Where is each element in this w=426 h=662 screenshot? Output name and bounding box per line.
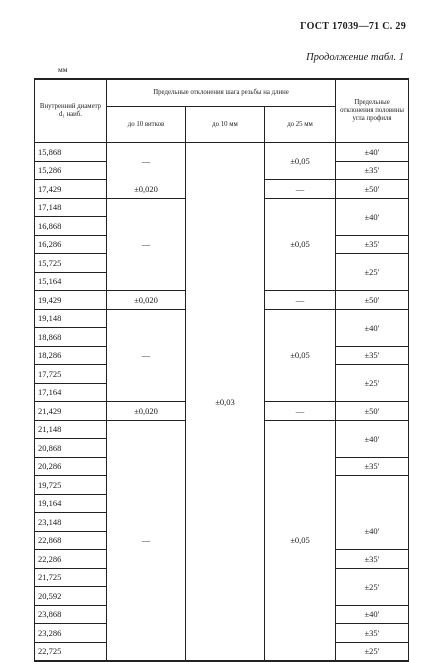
- table-continuation-label: Продолжение табл. 1: [306, 52, 404, 63]
- half-angle-cell: ±40′: [336, 143, 409, 162]
- diameter-cell: 15,868: [35, 143, 107, 162]
- half-angle-cell: ±25′: [336, 568, 409, 605]
- diameter-cell: 22,725: [35, 642, 107, 661]
- half-angle-cell: ±25′: [336, 642, 409, 661]
- pitch-25mm-cell: ±0,05: [265, 309, 336, 402]
- diameter-cell: 17,429: [35, 180, 107, 199]
- half-angle-cell: ±40′: [336, 309, 409, 346]
- pitch-10-turns-cell: —: [107, 309, 186, 402]
- half-angle-cell: ±35′: [336, 161, 409, 180]
- diameter-cell: 18,286: [35, 346, 107, 365]
- header-pitch-10-turns: до 10 витков: [107, 107, 186, 143]
- diameter-cell: 19,725: [35, 476, 107, 495]
- half-angle-cell: ±35′: [336, 550, 409, 569]
- half-angle-cell: ±50′: [336, 180, 409, 199]
- header-inner-diameter: Внутренний диаметр d₁ наиб.: [35, 79, 107, 143]
- pitch-10-turns-cell: ±0,020: [107, 180, 186, 199]
- diameter-cell: 17,164: [35, 383, 107, 402]
- pitch-25mm-cell: ±0,05: [265, 420, 336, 661]
- half-angle-cell: ±40′: [336, 420, 409, 457]
- half-angle-cell: ±40′: [336, 605, 409, 624]
- diameter-cell: 23,868: [35, 605, 107, 624]
- diameter-cell: 20,286: [35, 457, 107, 476]
- pitch-25mm-cell: —: [265, 180, 336, 199]
- diameter-cell: 21,429: [35, 402, 107, 421]
- pitch-10-turns-cell: ±0,020: [107, 291, 186, 310]
- page-header: ГОСТ 17039—71 С. 29: [300, 21, 406, 32]
- half-angle-cell: ±40′: [336, 513, 409, 550]
- diameter-cell: 17,148: [35, 198, 107, 217]
- diameter-cell: 20,592: [35, 587, 107, 606]
- pitch-10-turns-cell: ±0,020: [107, 402, 186, 421]
- pitch-10-turns-cell: —: [107, 198, 186, 291]
- unit-label: мм: [58, 65, 68, 74]
- pitch-25mm-cell: —: [265, 291, 336, 310]
- diameter-cell: 16,286: [35, 235, 107, 254]
- diameter-cell: 23,286: [35, 624, 107, 643]
- pitch-25mm-cell: —: [265, 402, 336, 421]
- pitch-10-turns-cell: —: [107, 420, 186, 661]
- diameter-cell: 15,286: [35, 161, 107, 180]
- diameter-cell: 19,164: [35, 494, 107, 513]
- diameter-cell: 21,148: [35, 420, 107, 439]
- half-angle-cell: ±25′: [336, 254, 409, 291]
- pitch-25mm-cell: ±0,05: [265, 198, 336, 291]
- diameter-cell: 15,725: [35, 254, 107, 273]
- diameter-cell: 22,286: [35, 550, 107, 569]
- half-angle-cell: ±50′: [336, 402, 409, 421]
- header-pitch-25mm: до 25 мм: [265, 107, 336, 143]
- diameter-cell: 21,725: [35, 568, 107, 587]
- diameter-cell: 18,868: [35, 328, 107, 347]
- header-pitch-group: Предельные отклонения шага резьбы на длине: [107, 79, 336, 107]
- pitch-25mm-cell: ±0,05: [265, 143, 336, 180]
- diameter-cell: 22,868: [35, 531, 107, 550]
- half-angle-cell: ±35′: [336, 346, 409, 365]
- thread-tolerance-table: [34, 78, 409, 662]
- diameter-cell: 19,148: [35, 309, 107, 328]
- header-pitch-10mm: до 10 мм: [186, 107, 265, 143]
- half-angle-cell: ±40′: [336, 198, 409, 235]
- half-angle-cell: ±25′: [336, 365, 409, 402]
- half-angle-cell: ±35′: [336, 457, 409, 476]
- half-angle-cell: ±50′: [336, 291, 409, 310]
- pitch-10mm-cell: ±0,03: [186, 143, 265, 662]
- pitch-10-turns-cell: —: [107, 143, 186, 180]
- diameter-cell: 16,868: [35, 217, 107, 236]
- header-half-angle: Предельные отклонения половины угла профиля: [336, 79, 409, 143]
- diameter-cell: 15,164: [35, 272, 107, 291]
- diameter-cell: 19,429: [35, 291, 107, 310]
- half-angle-cell: ±35′: [336, 624, 409, 643]
- half-angle-cell: [336, 476, 409, 513]
- diameter-cell: 17,725: [35, 365, 107, 384]
- diameter-cell: 20,868: [35, 439, 107, 458]
- half-angle-cell: ±35′: [336, 235, 409, 254]
- diameter-cell: 23,148: [35, 513, 107, 532]
